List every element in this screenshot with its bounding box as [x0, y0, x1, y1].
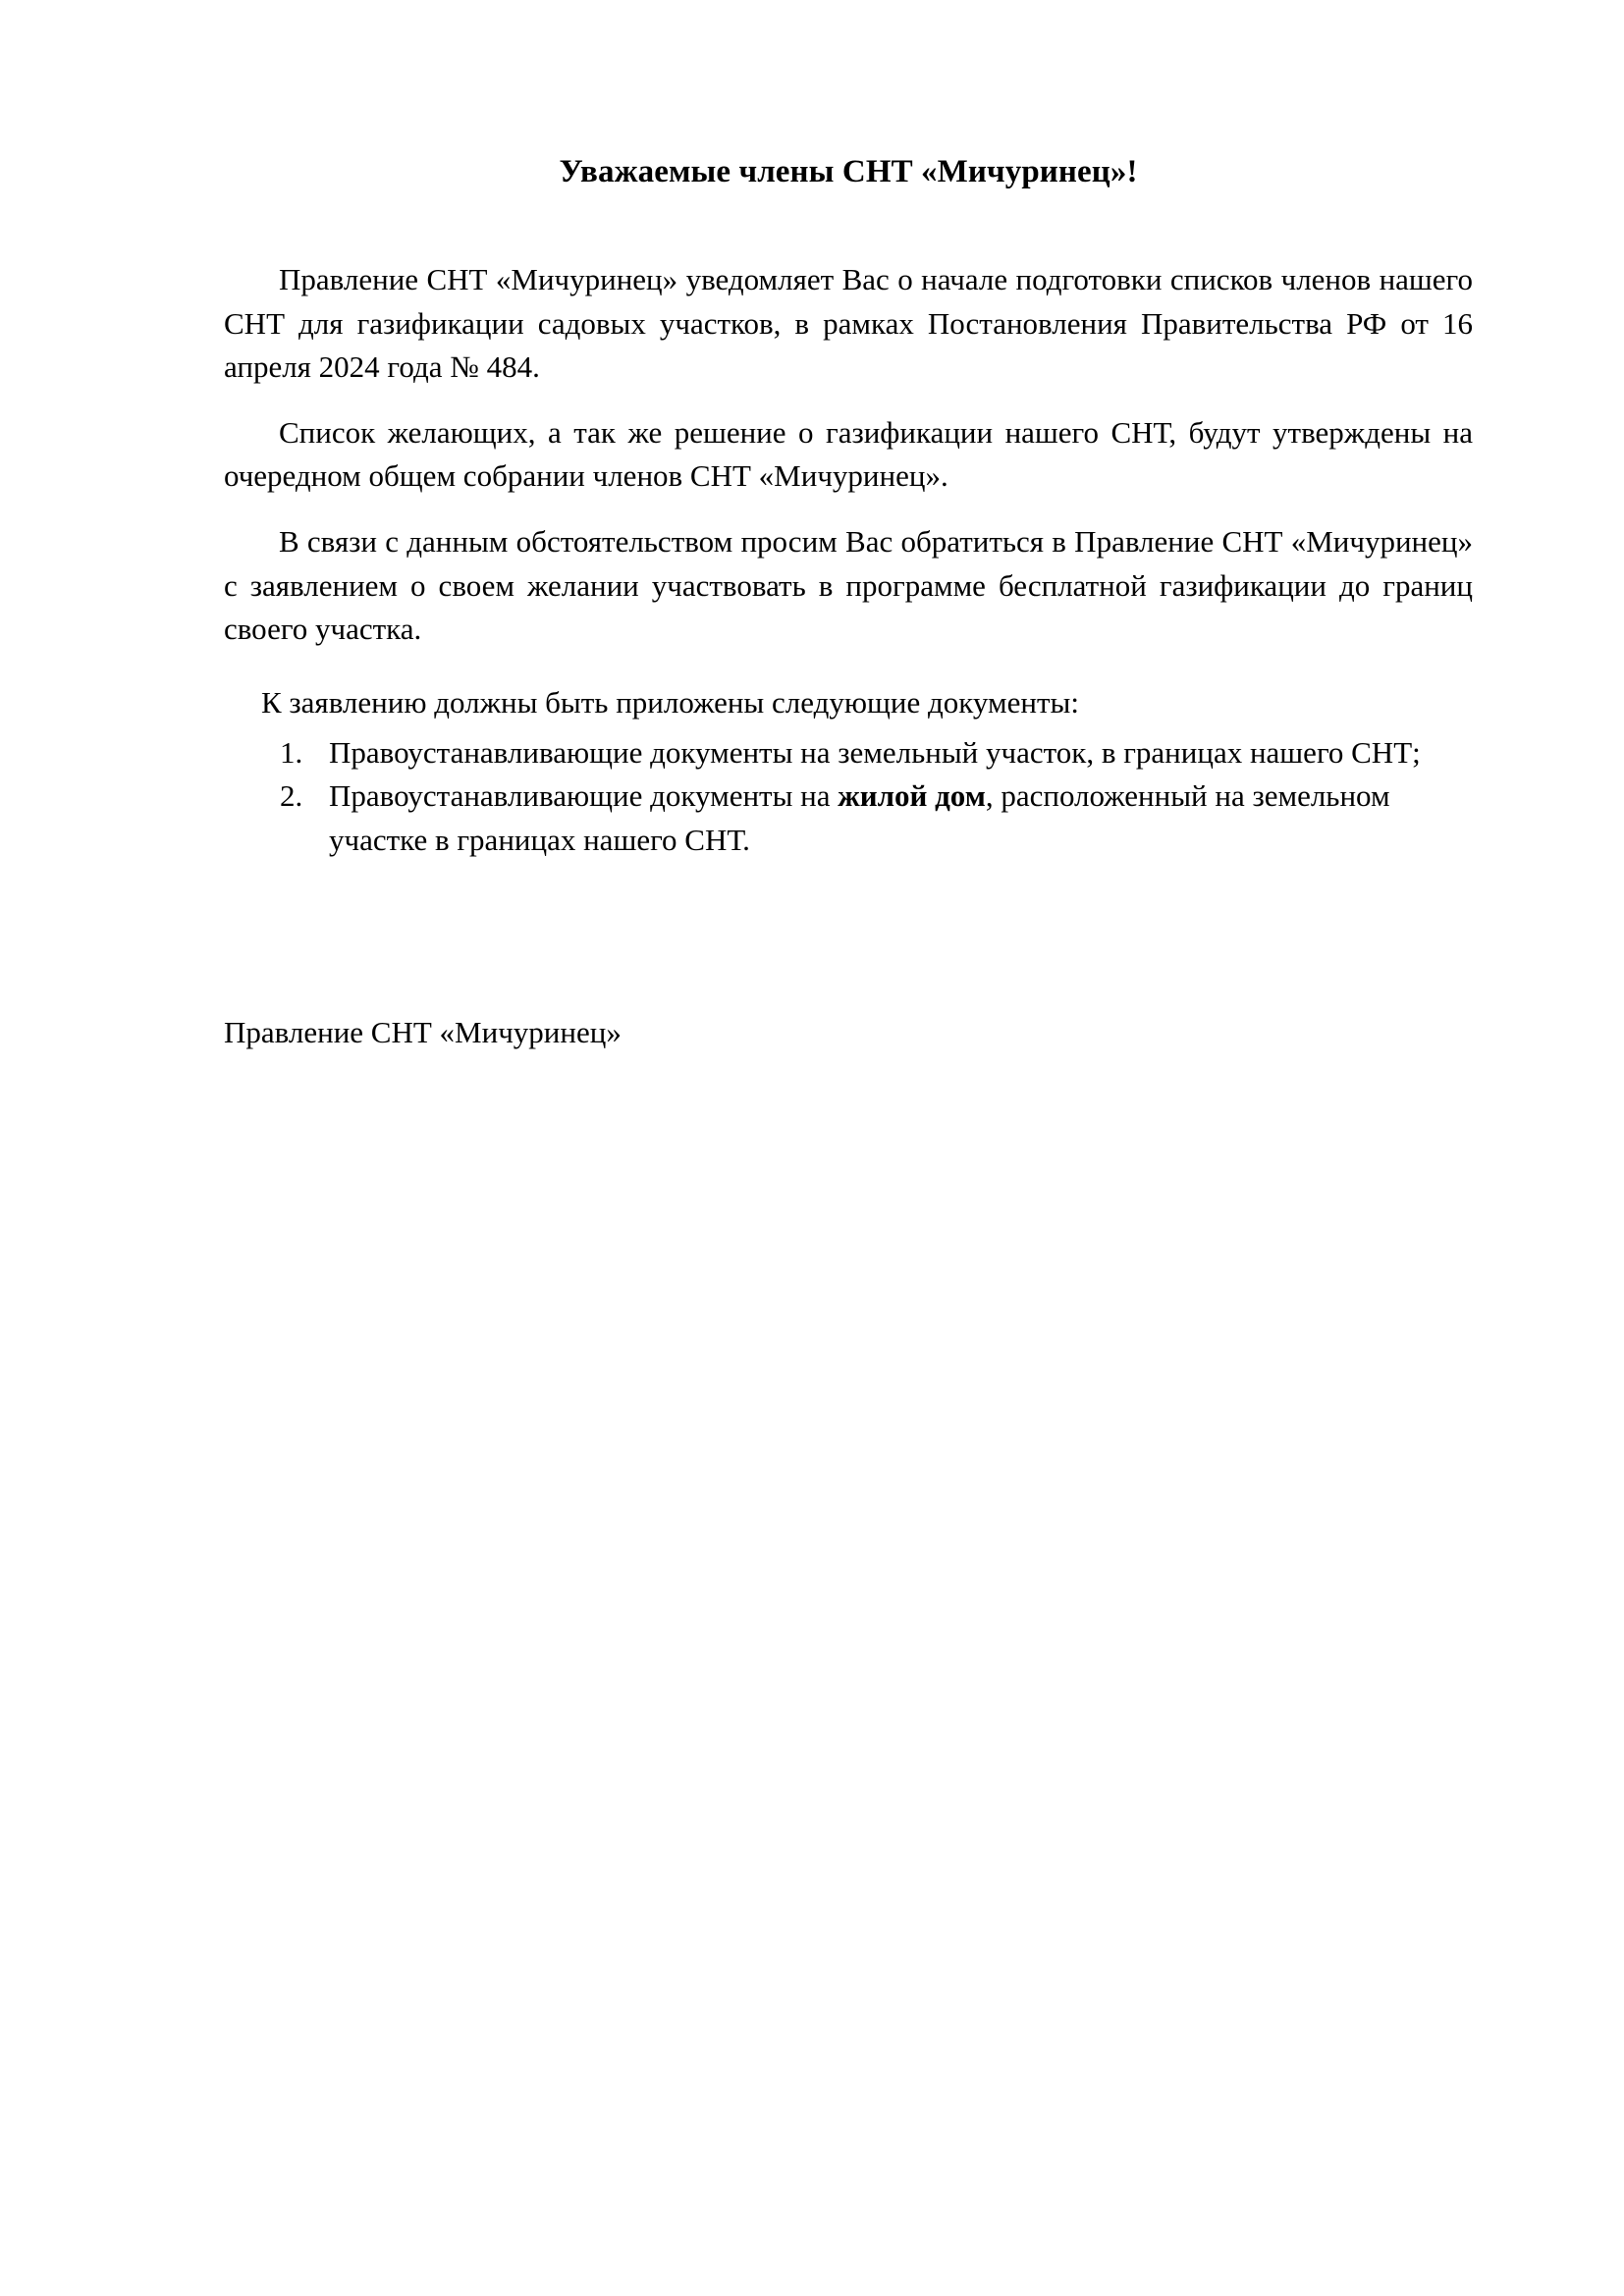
paragraph-3: В связи с данным обстоятельством просим Вас обратиться в Правление СНТ «Мичуринец» с заявлением о своем желании участвовать в программе бесплатной газификации до границ своего участка. — [224, 524, 1473, 647]
document-content — [224, 0, 1473, 1055]
list-item — [224, 731, 1473, 775]
list-item — [224, 774, 1473, 862]
list-intro-text: К заявлению должны быть приложены следующие документы: — [261, 684, 1079, 720]
list-item-text-before: Правоустанавливающие документы на земельный участок, в границах нашего СНТ; — [329, 734, 1421, 770]
signature-line: Правление СНТ «Мичуринец» — [224, 1015, 622, 1050]
paragraph-2: Список желающих, а так же решение о газификации нашего СНТ, будут утверждены на очередном общем собрании членов СНТ «Мичуринец». — [224, 414, 1473, 494]
list-item-text-before: Правоустанавливающие документы на — [329, 778, 839, 814]
list-item-text-after: , расположенный на земельном участке в границах нашего СНТ. — [329, 778, 1390, 857]
list-item-emphasis: жилой дом — [838, 778, 986, 814]
required-documents-list — [224, 731, 1473, 863]
paragraph-1: Правление СНТ «Мичуринец» уведомляет Вас о начале подготовки списков членов нашего СНТ для газификации садовых участков, в рамках Постановления Правительства РФ от 16 апреля 2024 года № 484. — [224, 261, 1473, 385]
page-title: Уважаемые члены СНТ «Мичуринец»! — [559, 154, 1138, 189]
